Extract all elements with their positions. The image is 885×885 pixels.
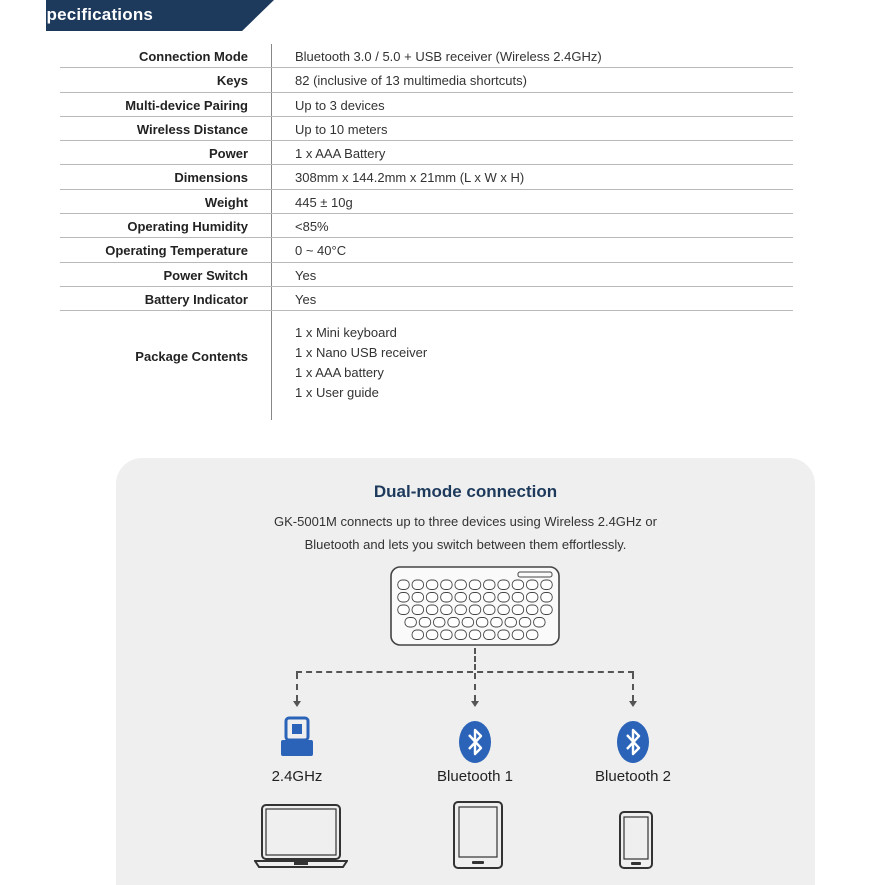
keyboard-key — [441, 605, 453, 615]
package-item: 1 x Nano USB receiver — [295, 345, 428, 361]
keyboard-key — [426, 630, 438, 640]
bluetooth-icon — [616, 720, 650, 769]
connector-line — [632, 673, 634, 701]
keyboard-key — [512, 580, 524, 590]
spec-label: Power — [208, 146, 248, 162]
spec-label: Weight — [204, 194, 248, 210]
spec-label: Multi-device Pairing — [125, 97, 248, 113]
spec-value: Up to 3 devices — [295, 97, 385, 113]
keyboard-key — [476, 618, 488, 628]
spec-value: 82 (inclusive of 13 multimedia shortcuts) — [295, 73, 527, 89]
spec-row — [60, 93, 793, 117]
keyboard-key — [534, 618, 546, 628]
keyboard-key — [498, 630, 510, 640]
connector-line — [296, 671, 634, 673]
package-contents-row — [60, 311, 793, 416]
spec-row — [60, 214, 793, 238]
keyboard-key — [398, 593, 410, 603]
keyboard-key — [498, 605, 510, 615]
device-label-2-4ghz: 2.4GHz — [271, 768, 323, 785]
package-item: 1 x AAA battery — [295, 365, 384, 381]
keyboard-key — [526, 605, 538, 615]
bluetooth-icon — [458, 720, 492, 769]
package-contents-list — [295, 323, 427, 403]
specifications-title: Specifications — [35, 5, 154, 24]
spec-label: Dimensions — [174, 170, 248, 186]
dual-mode-panel — [116, 458, 815, 885]
keyboard-key — [512, 593, 524, 603]
spec-row — [60, 190, 793, 214]
keyboard-key — [462, 618, 474, 628]
keyboard-key — [505, 618, 517, 628]
keyboard-key — [405, 618, 417, 628]
device-label-bluetooth-1: Bluetooth 1 — [437, 768, 513, 785]
spec-value: 0 ~ 40°C — [295, 243, 347, 259]
keyboard-key — [484, 593, 496, 603]
keyboard-key — [541, 580, 553, 590]
keyboard-key — [412, 630, 424, 640]
keyboard-icon — [390, 566, 560, 651]
spec-row — [60, 44, 793, 68]
keyboard-key — [541, 605, 553, 615]
keyboard-key — [512, 630, 524, 640]
spec-row — [60, 117, 793, 141]
description-line: Bluetooth and lets you switch between them effortlessly. — [304, 537, 627, 552]
laptop-icon — [254, 803, 348, 874]
spec-value: 1 x AAA Battery — [295, 146, 386, 162]
spec-row — [60, 238, 793, 262]
arrow-down-icon — [293, 701, 301, 707]
dual-mode-title: Dual-mode connection — [373, 482, 558, 501]
keyboard-key — [434, 618, 446, 628]
keyboard-key — [455, 630, 467, 640]
spec-row — [60, 141, 793, 165]
spec-value: 445 ± 10g — [295, 194, 353, 210]
spec-value: Yes — [295, 291, 317, 307]
package-item: 1 x Mini keyboard — [295, 325, 397, 341]
description-line: GK-5001M connects up to three devices using Wireless 2.4GHz or — [274, 514, 657, 529]
spec-label: Keys — [216, 73, 248, 89]
keyboard-key — [498, 580, 510, 590]
spec-row — [60, 287, 793, 311]
phone-icon — [618, 810, 654, 875]
spec-value: Yes — [295, 267, 317, 283]
package-item: 1 x User guide — [295, 385, 379, 401]
keyboard-key — [448, 618, 460, 628]
connector-line — [474, 648, 476, 670]
keyboard-key — [441, 593, 453, 603]
keyboard-key — [412, 605, 424, 615]
keyboard-key — [455, 593, 467, 603]
keyboard-key — [412, 580, 424, 590]
spec-label: Battery Indicator — [144, 291, 248, 307]
spec-value: <85% — [295, 219, 329, 235]
dual-mode-description — [116, 510, 815, 556]
keyboard-key — [484, 605, 496, 615]
keyboard-key — [419, 618, 431, 628]
keyboard-key — [484, 580, 496, 590]
keyboard-key — [455, 580, 467, 590]
keyboard-key — [426, 605, 438, 615]
usb-dongle-icon — [279, 716, 315, 765]
keyboard-key — [512, 605, 524, 615]
spec-row — [60, 68, 793, 92]
connector-line — [296, 673, 298, 701]
keyboard-key — [426, 580, 438, 590]
keyboard-key — [526, 630, 538, 640]
keyboard-key — [526, 580, 538, 590]
spec-label: Wireless Distance — [136, 121, 248, 137]
keyboard-key — [412, 593, 424, 603]
keyboard-key — [484, 630, 496, 640]
spec-row — [60, 165, 793, 189]
keyboard-key — [455, 605, 467, 615]
keyboard-key — [398, 605, 410, 615]
tablet-icon — [452, 800, 504, 875]
keyboard-key — [469, 630, 481, 640]
package-contents-label: Package Contents — [135, 349, 248, 365]
keyboard-key — [498, 593, 510, 603]
keyboard-key — [469, 580, 481, 590]
spec-label: Operating Temperature — [105, 243, 248, 259]
keyboard-key — [491, 618, 503, 628]
device-label-bluetooth-2: Bluetooth 2 — [595, 768, 671, 785]
arrow-down-icon — [629, 701, 637, 707]
spec-value: Up to 10 meters — [295, 121, 388, 137]
keyboard-key — [398, 580, 410, 590]
spec-label: Power Switch — [163, 267, 248, 283]
keyboard-key — [519, 618, 531, 628]
spec-table — [60, 44, 793, 416]
spec-value: Bluetooth 3.0 / 5.0 + USB receiver (Wireless 2.4GHz) — [295, 49, 602, 64]
keyboard-key — [469, 605, 481, 615]
spec-label: Operating Humidity — [127, 219, 248, 235]
spec-label: Connection Mode — [138, 49, 248, 64]
keyboard-key — [526, 593, 538, 603]
keyboard-key — [441, 580, 453, 590]
keyboard-key — [469, 593, 481, 603]
spec-row — [60, 263, 793, 287]
spec-value: 308mm x 144.2mm x 21mm (L x W x H) — [295, 170, 525, 186]
keyboard-key — [441, 630, 453, 640]
connector-line — [474, 673, 476, 701]
keyboard-key — [541, 593, 553, 603]
arrow-down-icon — [471, 701, 479, 707]
keyboard-key — [426, 593, 438, 603]
